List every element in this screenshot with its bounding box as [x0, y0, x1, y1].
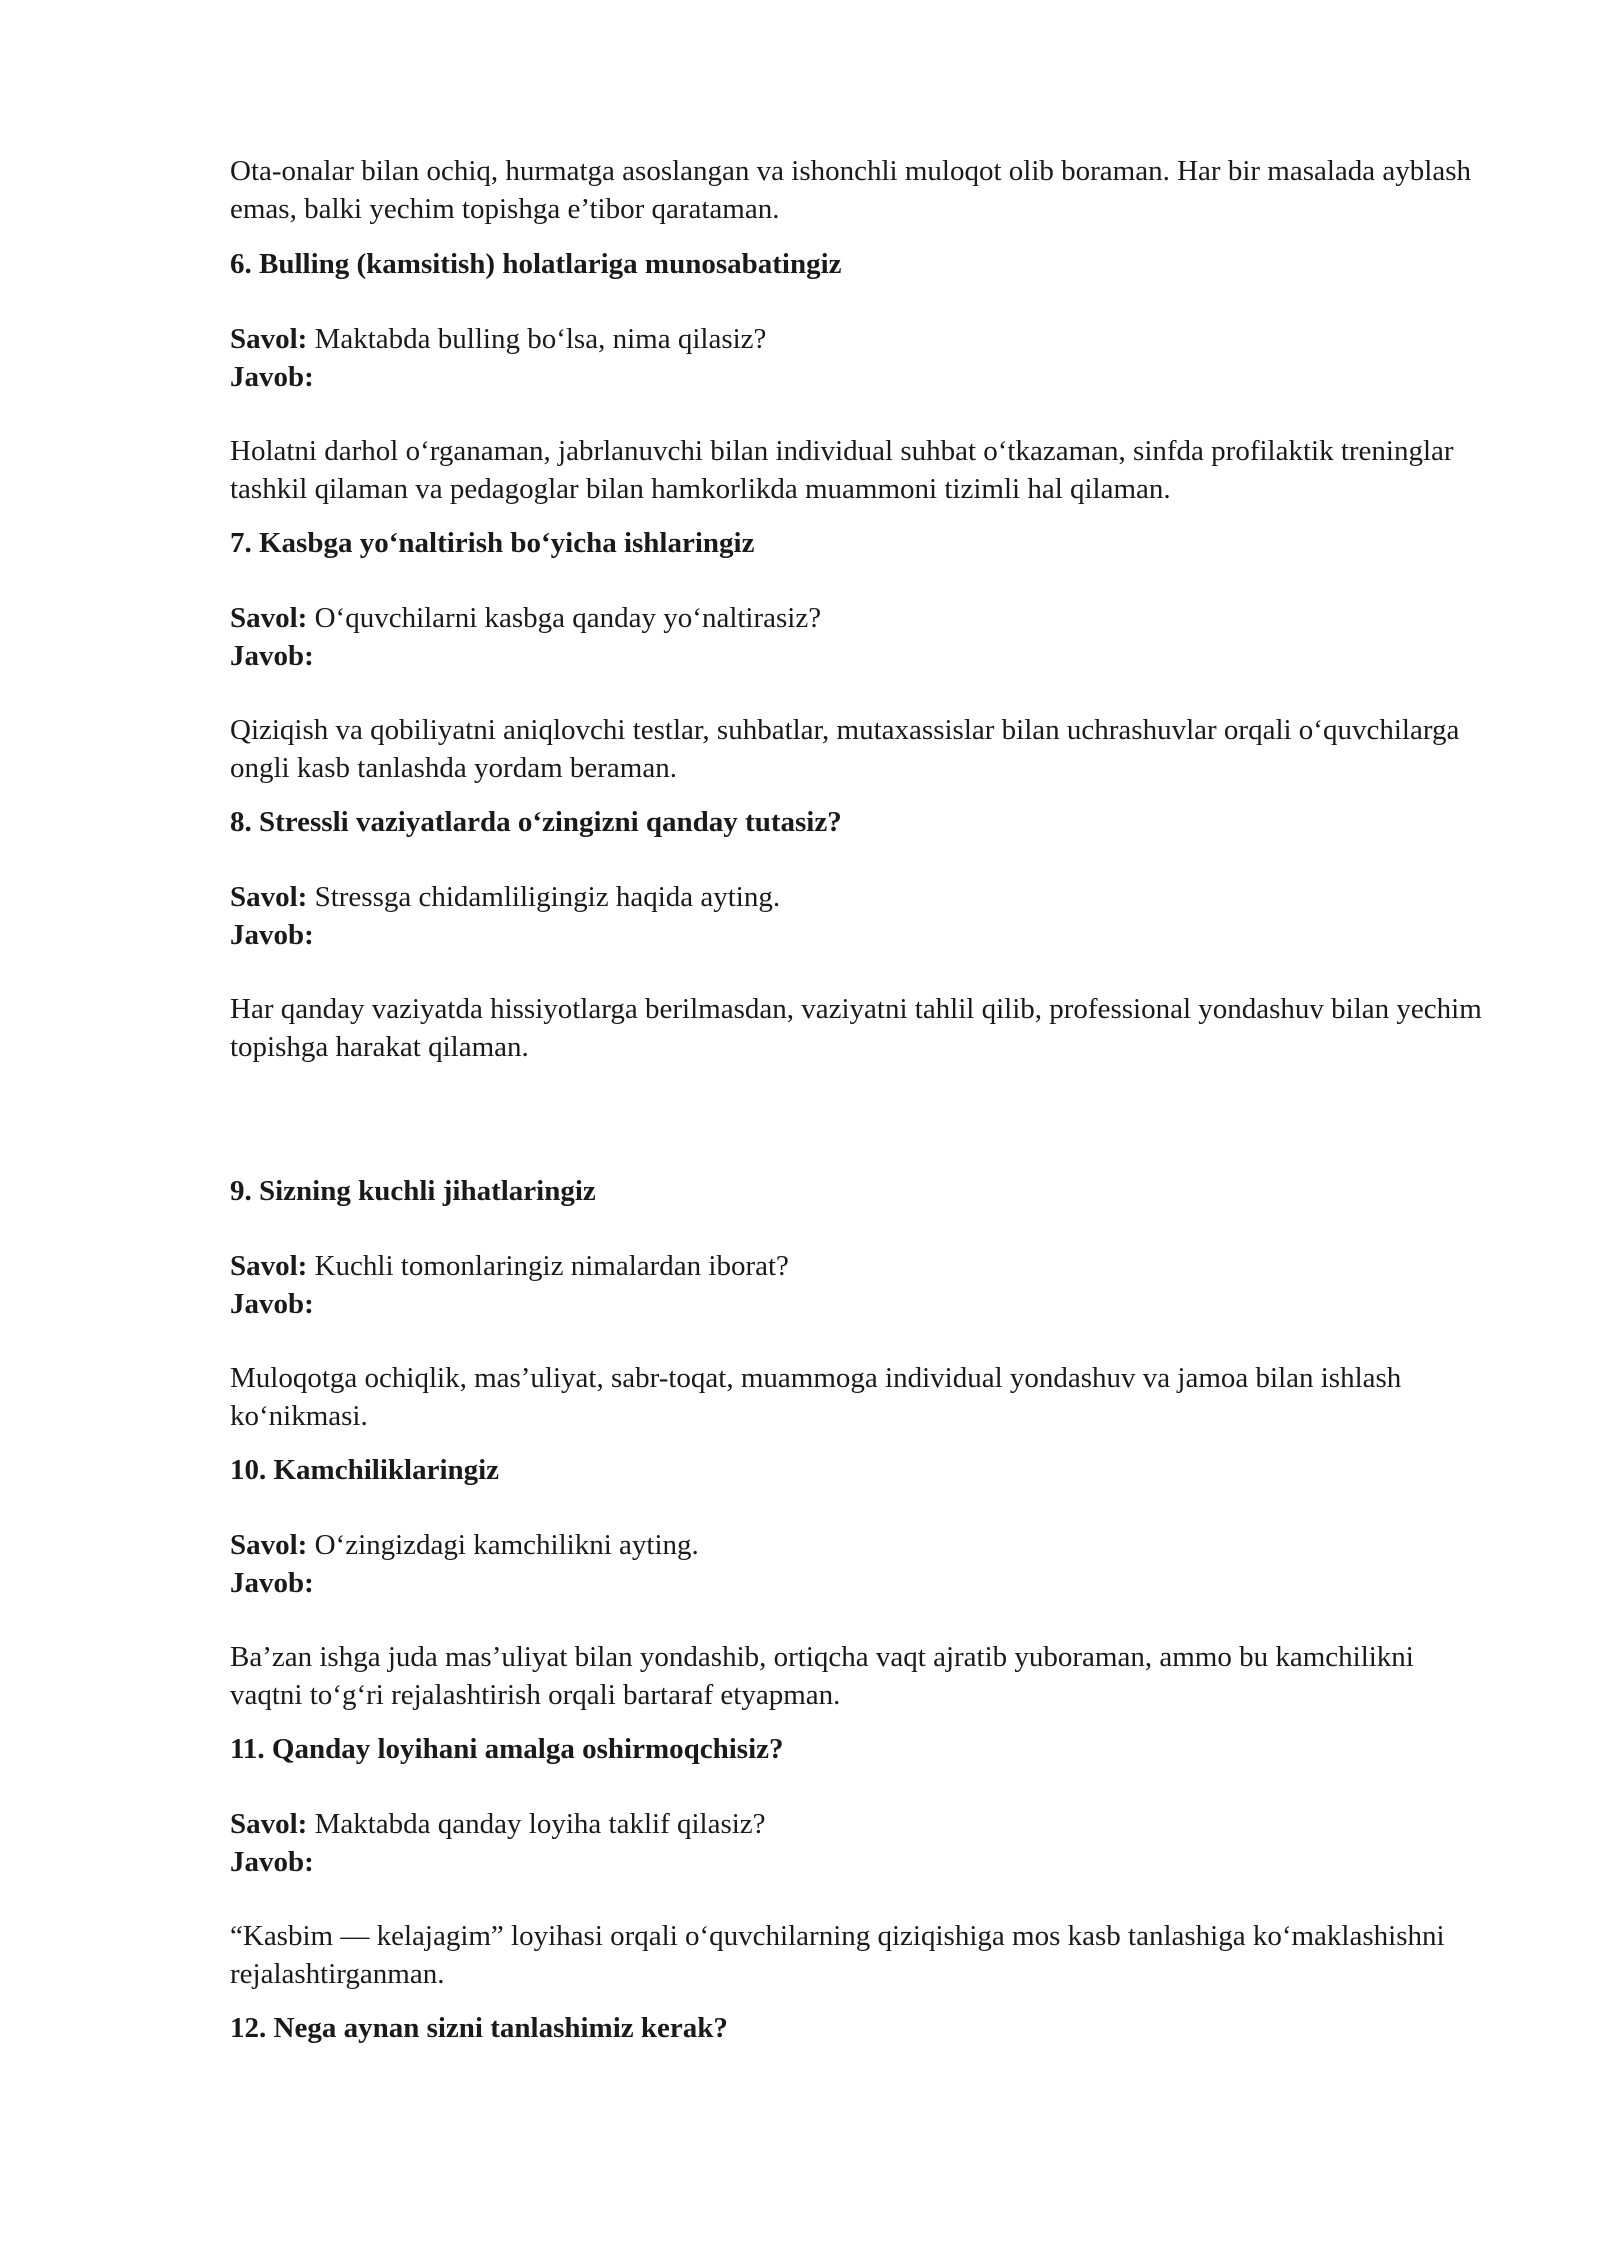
section-heading: 11. Qanday loyihani amalga oshirmoqchisiz? [230, 1733, 784, 1765]
question-line [230, 599, 1490, 637]
question-label: Savol: [230, 602, 308, 634]
answer-text: Muloqotga ochiqlik, mas’uliyat, sabr-toqat, muammoga individual yondashuv va jamoa bilan ishlash ko‘nikmasi. [230, 1362, 1402, 1432]
answer-label: Javob: [230, 361, 314, 393]
question-text: Kuchli tomonlaringiz nimalardan iborat? [314, 1250, 789, 1282]
question-line [230, 1805, 1490, 1843]
question-text: Maktabda qanday loyiha taklif qilasiz? [314, 1808, 766, 1840]
section-heading: 8. Stressli vaziyatlarda o‘zingizni qanday tutasiz? [230, 806, 842, 838]
section-heading: 12. Nega aynan sizni tanlashimiz kerak? [230, 2012, 728, 2044]
question-label: Savol: [230, 1529, 308, 1561]
question-line [230, 320, 1490, 358]
section-heading: 6. Bulling (kamsitish) holatlariga munosabatingiz [230, 248, 842, 280]
question-text: Maktabda bulling bo‘lsa, nima qilasiz? [314, 323, 767, 355]
section-heading: 9. Sizning kuchli jihatlaringiz [230, 1175, 596, 1207]
answer-label: Javob: [230, 640, 314, 672]
question-text: O‘zingizdagi kamchilikni ayting. [314, 1529, 699, 1561]
answer-text: Har qanday vaziyatda hissiyotlarga berilmasdan, vaziyatni tahlil qilib, professional yondashuv bilan yechim topishga harakat qilaman. [230, 993, 1482, 1063]
question-line [230, 1247, 1490, 1285]
question-text: Stressga chidamliligingiz haqida ayting. [314, 881, 781, 913]
answer-text: Qiziqish va qobiliyatni aniqlovchi testlar, suhbatlar, mutaxassislar bilan uchrashuvlar orqali o‘quvchilarga ongli kasb tanlashda yordam beraman. [230, 714, 1460, 784]
answer-label: Javob: [230, 1567, 314, 1599]
question-label: Savol: [230, 881, 308, 913]
question-label: Savol: [230, 323, 308, 355]
answer-text: Holatni darhol o‘rganaman, jabrlanuvchi bilan individual suhbat o‘tkazaman, sinfda profilaktik treninglar tashkil qilaman va pedagoglar bilan hamkorlikda muammoni tizimli hal qilaman. [230, 435, 1454, 505]
intro-paragraph: Ota-onalar bilan ochiq, hurmatga asoslangan va ishonchli muloqot olib boraman. Har bir masalada ayblash emas, balki yechim topishga e’tibor qarataman. [230, 155, 1472, 225]
question-line [230, 878, 1490, 916]
section-heading: 10. Kamchiliklaringiz [230, 1454, 500, 1486]
question-label: Savol: [230, 1250, 308, 1282]
section-heading: 7. Kasbga yo‘naltirish bo‘yicha ishlaringiz [230, 527, 755, 559]
answer-text: “Kasbim — kelajagim” loyihasi orqali o‘quvchilarning qiziqishiga mos kasb tanlashiga ko‘maklashishni rejalashtirganman. [230, 1920, 1445, 1990]
answer-label: Javob: [230, 1288, 314, 1320]
answer-text: Ba’zan ishga juda mas’uliyat bilan yondashib, ortiqcha vaqt ajratib yuboraman, ammo bu kamchilikni vaqtni to‘g‘ri rejalashtirish orqali bartaraf etyapman. [230, 1641, 1414, 1711]
answer-label: Javob: [230, 1846, 314, 1878]
question-line [230, 1526, 1490, 1564]
answer-label: Javob: [230, 919, 314, 951]
question-label: Savol: [230, 1808, 308, 1840]
question-text: O‘quvchilarni kasbga qanday yo‘naltirasiz? [314, 602, 822, 634]
